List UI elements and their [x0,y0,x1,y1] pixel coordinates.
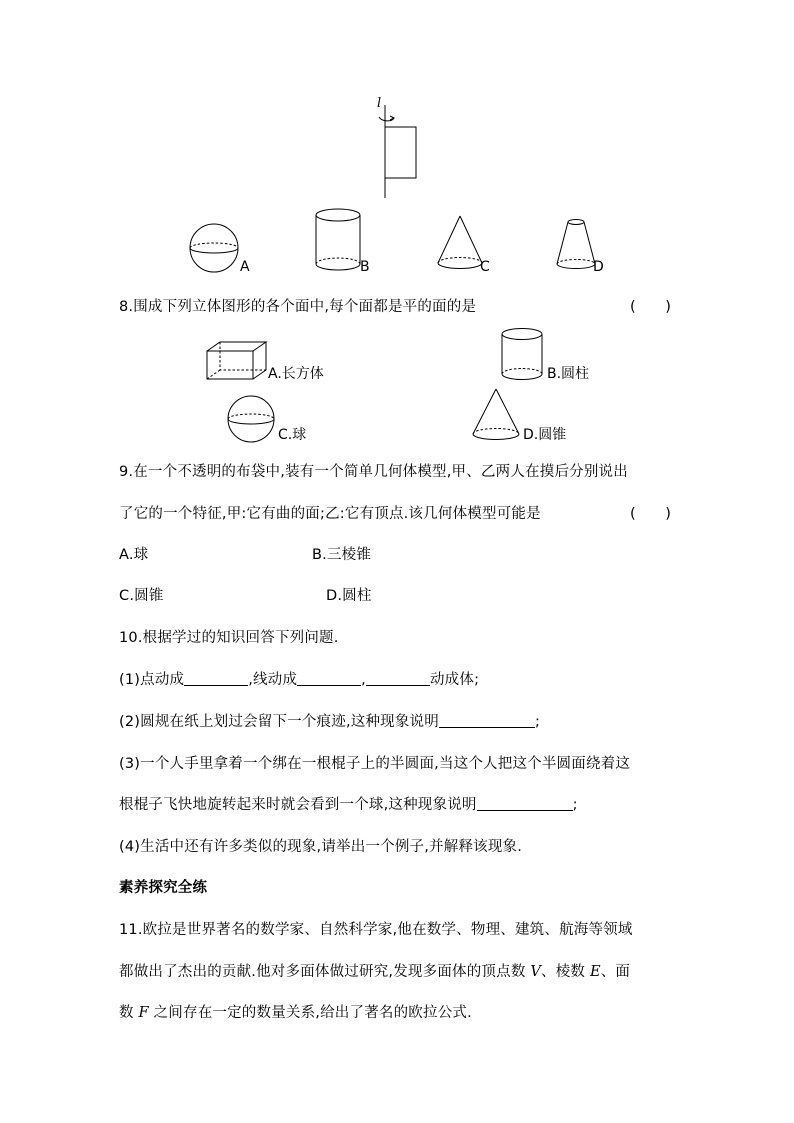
var-e: E [589,964,601,980]
q10-p1-text-1: (1)点动成 [119,672,185,688]
question-11-line-2 [119,962,630,982]
q8-sphere-shape [227,395,277,445]
q10-p3-text: 根棍子飞快地旋转起来时就会看到一个球,这种现象说明 [119,797,477,813]
q11-line3-text-b: 之间存在一定的数量关系,给出了著名的欧拉公式. [153,1005,472,1021]
q10-p1-text-2: ,线动成 [248,672,298,688]
q9-option-d[interactable]: D.圆柱 [326,588,372,604]
question-9-line-1: 9.在一个不透明的布袋中,装有一个简单几何体模型,甲、乙两人在摸后分别说出 [119,464,628,480]
question-10-part-1 [119,670,479,690]
q8-cylinder-shape [501,328,546,383]
answer-blank-1[interactable] [184,671,248,686]
figure-option-d: D [593,259,604,275]
question-9-line-2: 了它的一个特征,甲:它有曲的面;乙:它有顶点.该几何体模型可能是 [119,506,541,522]
q11-line2-text-b: 、棱数 [541,964,586,980]
figure-option-b: B [360,259,370,275]
q8-cone-shape [471,388,523,444]
question-10-part-3-line-2 [119,795,578,815]
question-10-part-2 [119,712,540,732]
answer-blank-3[interactable] [366,671,430,686]
q8-option-d[interactable]: D.圆锥 [523,427,567,443]
var-v: V [530,964,542,980]
q8-option-c[interactable]: C.球 [278,427,307,443]
q10-p1-text-4: 动成体; [429,672,480,688]
answer-blank-2[interactable] [297,671,361,686]
answer-blank-4[interactable] [439,713,535,728]
question-8-stem: 8.围成下列立体图形的各个面中,每个面都是平的面的是 [119,299,477,315]
sphere-shape-a [189,223,241,275]
q8-option-b[interactable]: B.圆柱 [547,366,590,382]
cuboid-shape [206,341,268,381]
cone-shape-c [436,215,486,273]
figure-option-a: A [240,259,250,275]
figure-option-c: C [480,259,490,275]
q9-option-b[interactable]: B.三棱锥 [312,547,372,563]
q10-p3-end: ; [572,797,578,813]
var-f: F [138,1005,149,1021]
section-title: 素养探究全练 [119,880,208,896]
q9-option-a[interactable]: A.球 [119,547,149,563]
q10-p2-text-1: (2)圆规在纸上划过会留下一个痕迹,这种现象说明 [119,714,439,730]
question-9-answer-paren: ( ) [630,506,672,522]
q8-option-a[interactable]: A.长方体 [268,366,324,382]
q10-p2-text-2: ; [534,714,541,730]
question-11-line-1: 11.欧拉是世界著名的数学家、自然科学家,他在数学、物理、建筑、航海等领域 [119,922,633,938]
q11-line3-text-a: 数 [119,1005,134,1021]
axis-label: l [377,96,382,111]
question-10-part-3-line-1: (3)一个人手里拿着一个绑在一根棍子上的半圆面,当这个人把这个半圆面绕着这 [119,756,631,772]
question-10-stem: 10.根据学过的知识回答下列问题. [119,630,339,646]
answer-blank-5[interactable] [477,796,573,811]
q11-line2-text-a: 都做出了杰出的贡献.他对多面体做过研究,发现多面体的顶点数 [119,964,526,980]
q10-p1-text-3: , [361,672,366,688]
question-11-line-3 [119,1003,472,1023]
cylinder-shape-b [315,208,365,272]
question-10-part-4: (4)生活中还有许多类似的现象,请举出一个例子,并解释该现象. [119,839,523,855]
q11-line2-text-c: 、面 [600,964,631,980]
question-8-answer-paren: ( ) [630,299,672,315]
q9-option-c[interactable]: C.圆锥 [119,588,164,604]
